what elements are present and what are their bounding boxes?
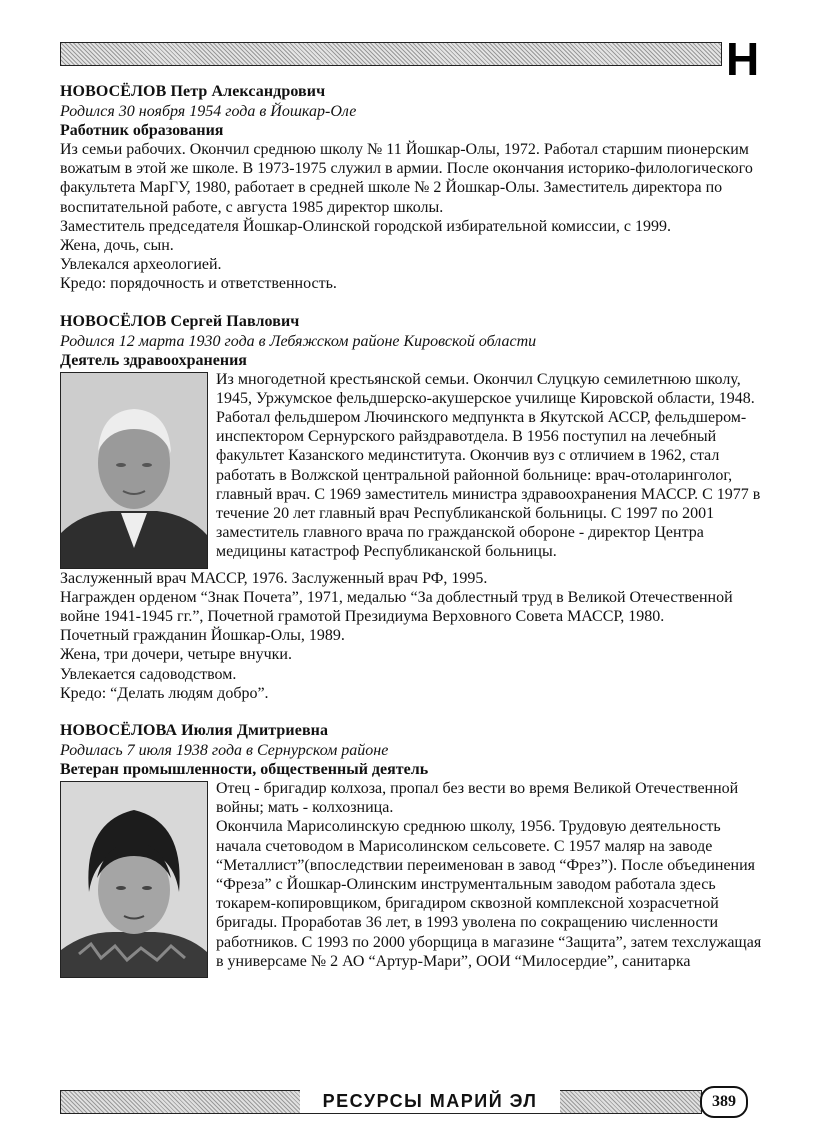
person-name: НОВОСЁЛОВ Петр Александрович	[60, 83, 326, 100]
photo-and-bio	[60, 370, 764, 569]
header-decorative-band	[60, 42, 722, 66]
person-name: НОВОСЁЛОВА Июлия Дмитриевна	[60, 722, 329, 740]
biography-paragraph: Почетный гражданин Йошкар-Олы, 1989.	[60, 627, 345, 645]
biography-paragraph: Увлекался археологией.	[60, 256, 222, 274]
portrait-photo	[60, 372, 208, 569]
birth-info: Родился 12 марта 1930 года в Лебяжском районе Кировской области	[60, 332, 537, 350]
occupation: Ветеран промышленности, общественный деятель	[60, 761, 429, 779]
birth-info: Родилась 7 июля 1938 года в Сернурском районе	[60, 742, 389, 760]
biography-paragraph: Заслуженный врач МАССР, 1976. Заслуженный врач РФ, 1995.	[60, 569, 488, 587]
photo-and-bio	[60, 779, 764, 978]
biography-paragraph: Награжден орденом “Знак Почета”, 1971, медалью “За доблестный труд в Великой Отечественной войне 1941-1945 гг.”, Почетной грамотой Президиума Верховного Совета МАССР, 1980.	[60, 588, 733, 626]
biography-paragraph: Заместитель председателя Йошкар-Олинской городской избирательной комиссии, с 1999.	[60, 217, 671, 235]
portrait-man-image	[61, 373, 207, 568]
biography-text: Из многодетной крестьянской семьи. Окончил Слуцкую семилетнюю школу, 1945, Уржумское фельдшерско-акушерское училище Кировской области, 1948. Работал фельдшером Лючинского медпункта в Якутской АССР, фельдшером-инспектором Сернурского райздравотдела. В 1956 поступил на лечебный факультет Казанского мединститута. Окончив вуз с отличием в 1962, стал работать в Волжской центральной районной больнице: врач-отоларинголог, главный врач. С 1969 заместитель министра здравоохранения МАССР. С 1977 в течение 20 лет главный врач Республиканской больницы. С 1997 по 2001 заместитель главного врача по гражданской обороне - директор Центра медицины катастроф Республиканской больницы.	[216, 370, 761, 561]
biography-text: Отец - бригадир колхоза, пропал без вести во время Великой Отечественной войны; мать - колхозница.	[216, 780, 739, 817]
occupation: Работник образования	[60, 122, 224, 139]
page-content	[60, 82, 764, 978]
occupation: Деятель здравоохранения	[60, 351, 247, 369]
biography-paragraph: Жена, три дочери, четыре внучки.	[60, 646, 292, 664]
biography-paragraph: Кредо: “Делать людям добро”.	[60, 684, 269, 702]
biography-text: Окончила Марисолинскую среднюю школу, 1956. Трудовую деятельность начала счетоводом в Марисолинском сельсовете. С 1957 маляр на заводе “Металлист”(впоследствии переименован в завод “Фрез”). После объединения “Фреза” с Йошкар-Олинским инструментальным заводом работала здесь токарем-копировщиком, бригадиром сквозной комплексной хозрасчетной бригады. Проработав 36 лет, в 1993 уволена по сокращению численности работников. С 1993 по 2000 уборщица в магазине “Защита”, затем техслужащая в универсаме № 2 АО “Артур-Мари”, ООИ “Милосердие”, санитарка	[216, 818, 762, 970]
section-letter: Н	[726, 33, 760, 85]
portrait-photo	[60, 781, 208, 978]
biography-entry	[60, 312, 764, 703]
portrait-woman-image	[61, 782, 207, 977]
footer-title: РЕСУРСЫ МАРИЙ ЭЛ	[300, 1089, 560, 1113]
birth-info: Родился 30 ноября 1954 года в Йошкар-Оле	[60, 103, 357, 120]
biography-paragraph: Увлекается садоводством.	[60, 665, 237, 683]
biography-paragraph: Жена, дочь, сын.	[60, 237, 174, 255]
page-number: 389	[700, 1086, 748, 1118]
biography-paragraph: Кредо: порядочность и ответственность.	[60, 275, 337, 293]
biography-entry	[60, 82, 764, 294]
biography-entry	[60, 721, 764, 978]
person-name: НОВОСЁЛОВ Сергей Павлович	[60, 312, 300, 330]
biography-column	[216, 779, 764, 971]
biography-text: Из семьи рабочих. Окончил среднюю школу № 11 Йошкар-Олы, 1972. Работал старшим пионерским вожатым в этой же школе. В 1973-1975 служил в армии. После окончания историко-филологического факультета МарГУ, 1980, работает в средней школе № 2 Йошкар-Олы. Заместитель директора по воспитательной работе, с августа 1985 директор школы.	[60, 141, 753, 216]
